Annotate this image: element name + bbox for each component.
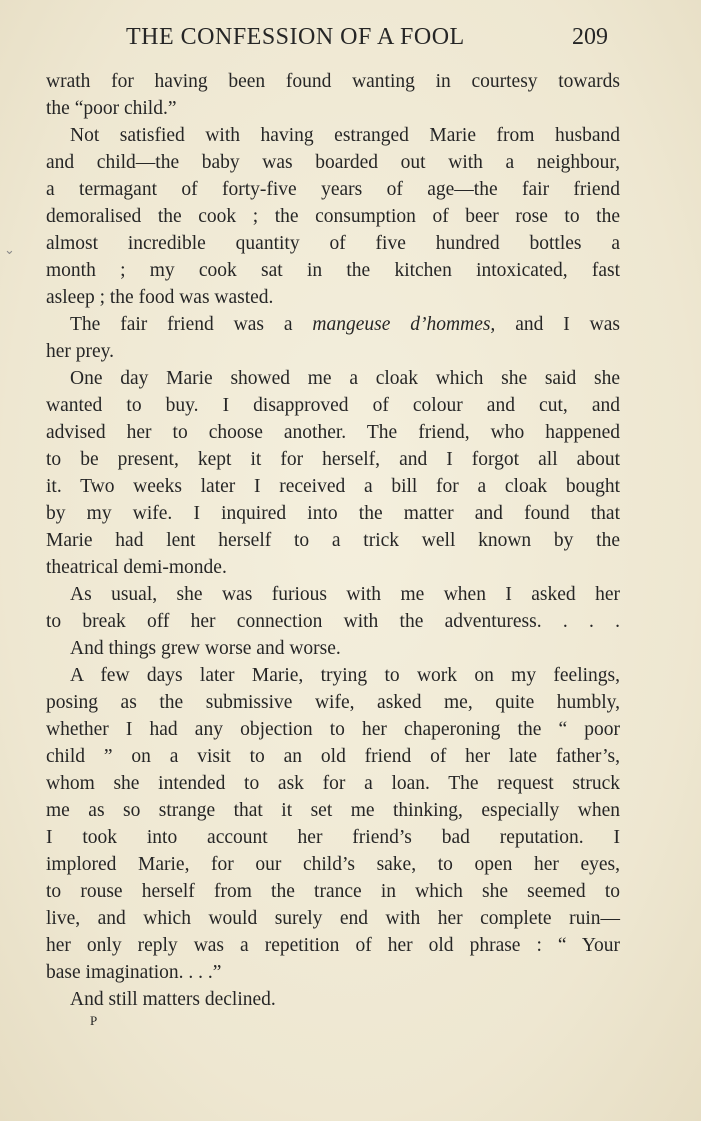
- text-line: month ; my cook sat in the kitchen intoxicated, fast: [46, 260, 620, 281]
- text-line: base imagination. . . .”: [46, 962, 222, 983]
- text-line: by my wife. I inquired into the matter and found that: [46, 503, 620, 524]
- text-line: almost incredible quantity of five hundred bottles a: [46, 233, 620, 254]
- text-line: whether I had any objection to her chaperoning the “ poor: [46, 719, 620, 740]
- text-line: wanted to buy. I disapproved of colour and cut, and: [46, 395, 620, 416]
- text-line: I took into account her friend’s bad reputation. I: [46, 827, 620, 848]
- text-line: and child—the baby was boarded out with a neighbour,: [46, 152, 620, 173]
- text-line: implored Marie, for our child’s sake, to open her eyes,: [46, 854, 620, 875]
- italic-phrase: mangeuse d’hommes,: [312, 314, 496, 335]
- text-line: the “poor child.”: [46, 98, 177, 119]
- signature-mark: P: [90, 1013, 99, 1028]
- text-line: As usual, she was furious with me when I asked her: [70, 584, 620, 605]
- text-line: asleep ; the food was wasted.: [46, 287, 274, 308]
- text-line: a termagant of forty-five years of age—the fair friend: [46, 179, 620, 200]
- margin-pencil-mark: ⌄: [4, 242, 15, 257]
- text-line: live, and which would surely end with her complete ruin—: [46, 908, 620, 929]
- text-line: posing as the submissive wife, asked me, quite humbly,: [46, 692, 620, 713]
- text-line: advised her to choose another. The friend, who happened: [46, 422, 620, 443]
- text-line: One day Marie showed me a cloak which she said she: [70, 368, 620, 389]
- text-line: theatrical demi-monde.: [46, 557, 227, 578]
- text-line: child ” on a visit to an old friend of her late father’s,: [46, 746, 620, 767]
- text-line: wrath for having been found wanting in courtesy towards: [46, 71, 620, 92]
- text-line: Marie had lent herself to a trick well known by the: [46, 530, 620, 551]
- text-line: demoralised the cook ; the consumption of beer rose to the: [46, 206, 620, 227]
- text-line: And things grew worse and worse.: [70, 638, 341, 659]
- text-line: to rouse herself from the trance in which she seemed to: [46, 881, 620, 902]
- running-header: [0, 24, 701, 56]
- text-line: Not satisfied with having estranged Marie from husband: [70, 125, 620, 146]
- running-title: THE CONFESSION OF A FOOL: [126, 24, 465, 50]
- page-number: 209: [572, 24, 608, 50]
- text-line: me as so strange that it set me thinking, especially when: [46, 800, 620, 821]
- body-text: [46, 68, 620, 1013]
- text-line: A few days later Marie, trying to work on my feelings,: [70, 665, 620, 686]
- text-line: And still matters declined.: [70, 989, 276, 1010]
- text-line: it. Two weeks later I received a bill for a cloak bought: [46, 476, 620, 497]
- text-line: to be present, kept it for herself, and I forgot all about: [46, 449, 620, 470]
- text-line: The fair friend was a mangeuse d’hommes, and I was: [70, 314, 620, 335]
- text-line: to break off her connection with the adventuress. . . .: [46, 611, 620, 632]
- text-line: whom she intended to ask for a loan. The request struck: [46, 773, 620, 794]
- text-line: her only reply was a repetition of her old phrase : “ Your: [46, 935, 620, 956]
- text-line: her prey.: [46, 341, 115, 362]
